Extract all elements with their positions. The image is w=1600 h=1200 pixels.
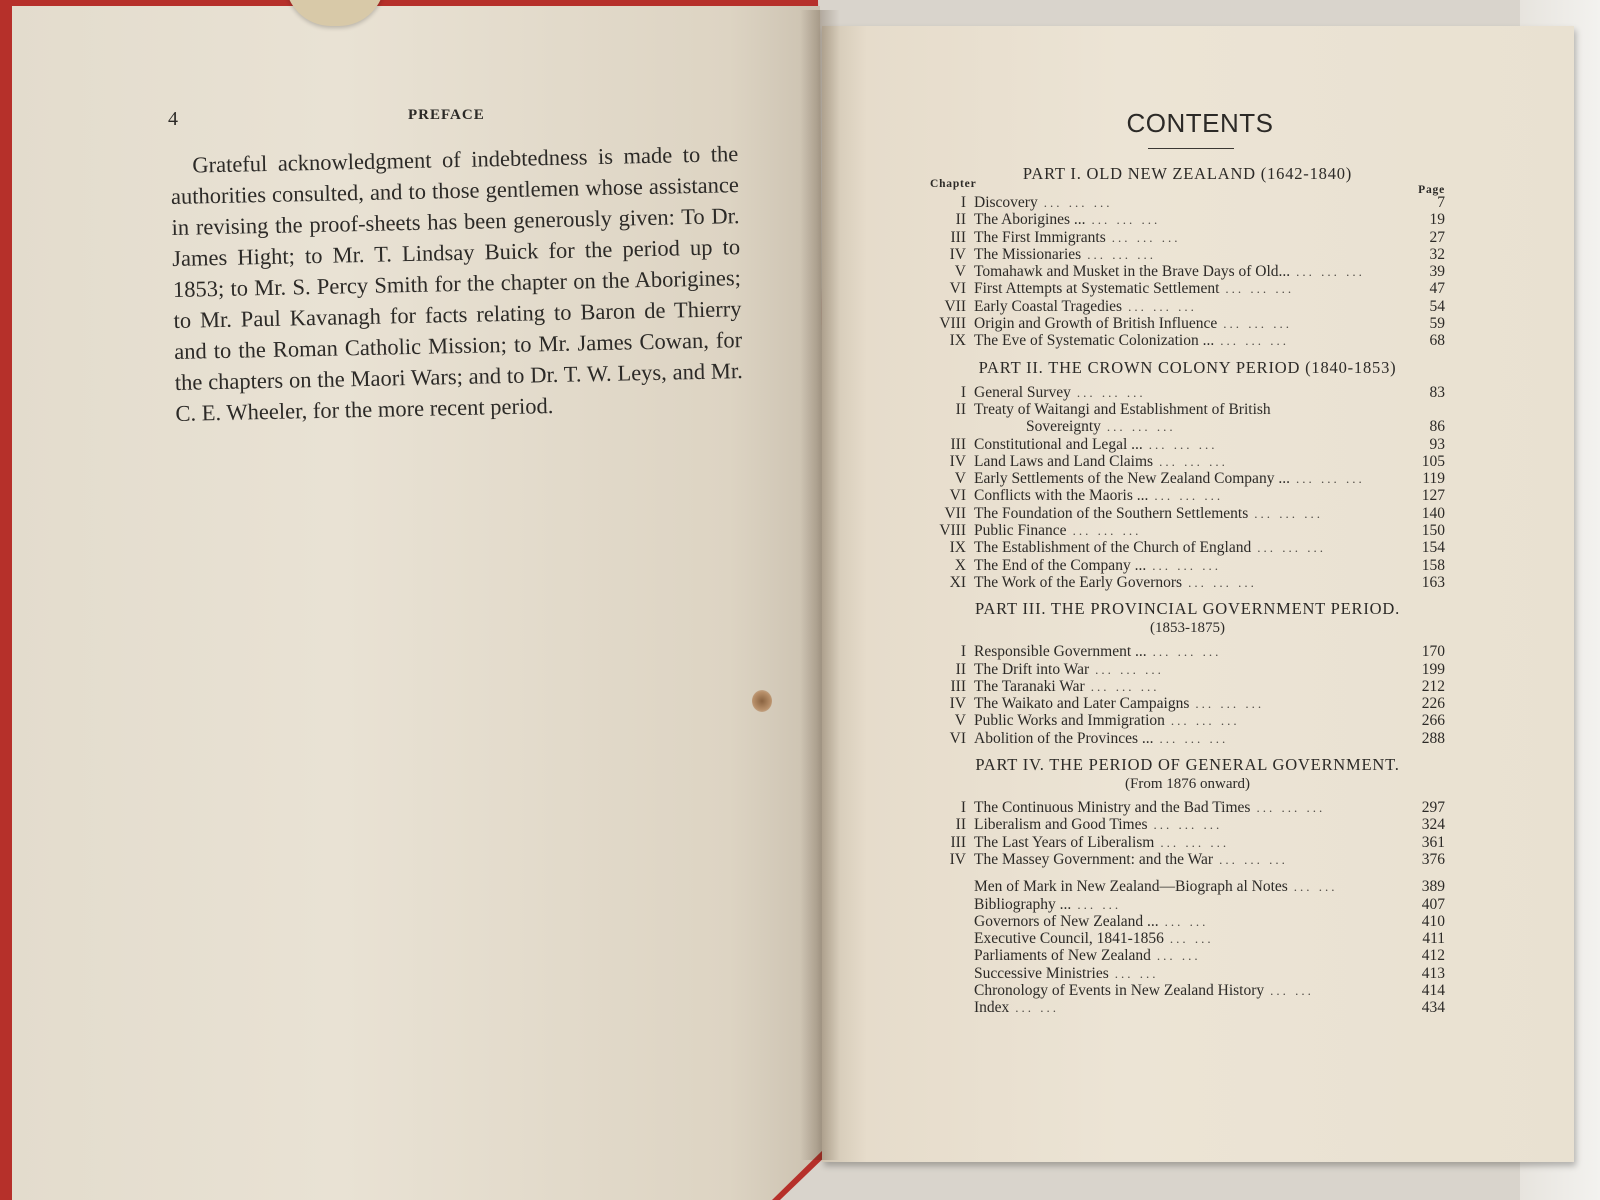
chapter-title: The Aborigines ... bbox=[974, 211, 1086, 229]
chapter-number: IV bbox=[949, 245, 966, 263]
page-ref: 27 bbox=[1429, 228, 1445, 246]
page-ref: 68 bbox=[1429, 332, 1445, 350]
dot-leader: ... ... ... bbox=[1295, 471, 1365, 487]
toc-entry bbox=[930, 816, 1445, 833]
page-ref: 389 bbox=[1421, 878, 1445, 896]
part-heading: PART I. OLD NEW ZEALAND (1642-1840) bbox=[1022, 164, 1353, 183]
chapter-title: Liberalism and Good Times bbox=[974, 816, 1148, 834]
page-ref: 414 bbox=[1421, 981, 1445, 999]
chapter-title: The Continuous Ministry and the Bad Times bbox=[974, 799, 1251, 817]
toc-entry bbox=[930, 453, 1445, 470]
chapter-title: Origin and Growth of British Influence bbox=[974, 315, 1218, 333]
dot-leader: ... ... ... bbox=[1257, 540, 1326, 556]
chapter-title: Land Laws and Land Claims bbox=[974, 452, 1154, 470]
chapter-number: IV bbox=[949, 695, 966, 713]
chapter-number: V bbox=[954, 712, 966, 730]
toc-entry bbox=[930, 695, 1445, 712]
toc-entry bbox=[930, 211, 1445, 228]
dot-leader: ... ... ... bbox=[1148, 436, 1218, 452]
appendix-title: Governors of New Zealand ... bbox=[974, 912, 1159, 930]
page-ref: 93 bbox=[1429, 435, 1445, 453]
dot-leader: ... ... ... bbox=[1090, 678, 1160, 694]
appendix-title: Parliaments of New Zealand bbox=[974, 947, 1151, 965]
toc-entry bbox=[930, 401, 1445, 418]
toc-entry bbox=[930, 557, 1445, 574]
chapter-title: The Drift into War bbox=[974, 660, 1090, 678]
chapter-number: VII bbox=[944, 297, 966, 315]
chapter-title: General Survey bbox=[974, 383, 1071, 401]
chapter-title: The Missionaries bbox=[974, 245, 1082, 263]
chapter-number: VI bbox=[949, 487, 966, 505]
dot-leader: ... ... ... bbox=[1154, 488, 1224, 504]
chapter-title: The Eve of Systematic Colonization ... bbox=[974, 332, 1215, 350]
dot-leader: ... ... ... bbox=[1256, 800, 1326, 816]
page-ref: 170 bbox=[1421, 643, 1445, 661]
chapter-number: III bbox=[950, 833, 966, 851]
chapter-number: I bbox=[960, 383, 966, 401]
table-of-contents bbox=[930, 164, 1445, 1017]
chapter-title: First Attempts at Systematic Settlement bbox=[974, 280, 1220, 298]
page-ref: 154 bbox=[1421, 539, 1445, 557]
dot-leader: ... ... ... bbox=[1076, 384, 1146, 400]
page-ref: 199 bbox=[1421, 660, 1445, 678]
dot-leader: ... ... ... bbox=[1223, 316, 1292, 332]
dot-leader: ... ... bbox=[1114, 965, 1159, 981]
page-ref: 288 bbox=[1421, 729, 1445, 747]
page-ref: 413 bbox=[1421, 964, 1445, 982]
chapter-number: XI bbox=[949, 573, 966, 591]
chapter-title: The Establishment of the Church of England bbox=[974, 539, 1252, 557]
chapter-title: The Waikato and Later Campaigns bbox=[974, 695, 1190, 713]
chapter-number: II bbox=[955, 211, 966, 229]
appendix-entry bbox=[930, 999, 1445, 1016]
dot-leader: ... ... ... bbox=[1296, 264, 1365, 280]
page-ref: 150 bbox=[1421, 522, 1445, 540]
page-ref: 324 bbox=[1421, 816, 1445, 834]
chapter-title: The Massey Government: and the War bbox=[974, 850, 1214, 868]
toc-entry bbox=[930, 246, 1445, 263]
chapter-title: The Taranaki War bbox=[974, 677, 1085, 695]
appendix-entry bbox=[930, 947, 1445, 964]
dot-leader: ... ... ... bbox=[1160, 834, 1230, 850]
dot-leader: ... ... ... bbox=[1220, 333, 1289, 349]
preface-paragraph: Grateful acknowledgment of indebtedness is made to the authorities consulted, and to those gentlemen whose assistance in revising the proof-sheets has been generously given: To Dr. James Hight; to Mr. T. Lindsay Buick for the period up to 1853; to Mr. S. Percy Smith for the chapter on the Aborigines; to Mr. Paul Kavanagh for facts relating to Baron de Thierry and to the Roman Catholic Mission; to Mr. James Cowan, for the chapters on the Maori Wars; and to Dr. T. W. Leys, and Mr. C. E. Wheeler, for the more recent period. bbox=[170, 141, 744, 426]
appendix-entry bbox=[930, 982, 1445, 999]
chapter-title: Sovereignty bbox=[1026, 418, 1101, 436]
chapter-number: I bbox=[960, 643, 966, 661]
dot-leader: ... ... ... bbox=[1153, 817, 1223, 833]
chapter-title: Constitutional and Legal ... bbox=[974, 435, 1143, 453]
dot-leader: ... ... ... bbox=[1170, 713, 1240, 729]
toc-entry bbox=[930, 730, 1445, 747]
appendix-entry bbox=[930, 896, 1445, 913]
dot-leader: ... ... ... bbox=[1159, 453, 1228, 469]
part-heading: PART IV. THE PERIOD OF GENERAL GOVERNMENT. bbox=[975, 755, 1400, 775]
page-ref: 39 bbox=[1429, 263, 1445, 281]
chapter-title: The Foundation of the Southern Settlements bbox=[974, 504, 1249, 522]
running-head: PREFACE bbox=[408, 107, 485, 123]
page-ref: 7 bbox=[1437, 194, 1445, 211]
chapter-number: II bbox=[955, 816, 966, 834]
dot-leader: ... ... ... bbox=[1152, 557, 1221, 573]
dot-leader: ... ... ... bbox=[1152, 644, 1222, 660]
dot-leader: ... ... bbox=[1164, 913, 1209, 929]
toc-entry bbox=[930, 574, 1445, 591]
page-ref: 140 bbox=[1421, 504, 1445, 522]
dot-leader: ... ... ... bbox=[1087, 246, 1156, 262]
appendix-entry bbox=[930, 930, 1445, 947]
toc-entry bbox=[930, 470, 1445, 487]
dot-leader: ... ... ... bbox=[1072, 523, 1142, 539]
chapter-list bbox=[930, 194, 1445, 350]
page-column-label: Page bbox=[1418, 184, 1445, 196]
toc-entry bbox=[930, 661, 1445, 678]
page-ref: 410 bbox=[1421, 912, 1445, 930]
dot-leader: ... ... ... bbox=[1254, 505, 1323, 521]
page-ref: 361 bbox=[1421, 833, 1445, 851]
dot-leader: ... ... ... bbox=[1225, 281, 1295, 297]
part-subheading: (1853-1875) bbox=[1150, 620, 1225, 637]
toc-entry bbox=[930, 505, 1445, 522]
chapter-title: Public Finance bbox=[974, 522, 1067, 540]
page-ref: 19 bbox=[1429, 211, 1445, 229]
page-ref: 407 bbox=[1421, 895, 1445, 913]
appendix-title: Index bbox=[974, 999, 1010, 1017]
page-ref: 376 bbox=[1421, 850, 1445, 868]
toc-entry bbox=[930, 834, 1445, 851]
page-ref: 411 bbox=[1422, 930, 1445, 948]
chapter-number: III bbox=[950, 677, 966, 695]
page-ref: 158 bbox=[1421, 556, 1445, 574]
toc-entry bbox=[930, 539, 1445, 556]
dot-leader: ... ... ... bbox=[1195, 696, 1265, 712]
chapter-number: V bbox=[954, 470, 966, 488]
page-ref: 47 bbox=[1429, 280, 1445, 298]
toc-entry bbox=[930, 263, 1445, 280]
toc-entry bbox=[930, 436, 1445, 453]
toc-entry bbox=[930, 194, 1445, 211]
paper-stain bbox=[752, 690, 772, 712]
page-ref: 297 bbox=[1421, 799, 1445, 817]
appendix-title: Successive Ministries bbox=[974, 964, 1109, 982]
toc-entry bbox=[930, 298, 1445, 315]
page-ref: 127 bbox=[1421, 487, 1445, 505]
page-ref: 212 bbox=[1421, 677, 1445, 695]
page-ref: 83 bbox=[1429, 383, 1445, 401]
chapter-number: IX bbox=[949, 539, 966, 557]
toc-entry bbox=[930, 851, 1445, 868]
page-ref: 226 bbox=[1421, 695, 1445, 713]
toc-entry bbox=[930, 229, 1445, 246]
chapter-number: VIII bbox=[939, 522, 966, 540]
toc-entry bbox=[930, 315, 1445, 332]
chapter-title: Treaty of Waitangi and Establishment of British bbox=[974, 400, 1271, 418]
appendix-entry bbox=[930, 965, 1445, 982]
appendix-list bbox=[930, 878, 1445, 1016]
book-gutter bbox=[800, 10, 840, 1160]
appendix-entry bbox=[930, 913, 1445, 930]
page-ref: 32 bbox=[1429, 245, 1445, 263]
dot-leader: ... ... ... bbox=[1106, 419, 1176, 435]
chapter-title: Early Coastal Tragedies bbox=[974, 297, 1123, 315]
part-subheading: (From 1876 onward) bbox=[1125, 776, 1250, 793]
appendix-title: Men of Mark in New Zealand—Biograph al Notes bbox=[974, 878, 1288, 896]
chapter-title: The Last Years of Liberalism bbox=[974, 833, 1155, 851]
appendix-title: Executive Council, 1841-1856 bbox=[974, 930, 1164, 948]
dot-leader: ... ... ... bbox=[1128, 298, 1197, 314]
dot-leader: ... ... bbox=[1293, 879, 1338, 895]
chapter-number: V bbox=[954, 263, 966, 281]
chapter-title: Tomahawk and Musket in the Brave Days of Old... bbox=[974, 263, 1291, 281]
chapter-title: Conflicts with the Maoris ... bbox=[974, 487, 1149, 505]
chapter-number: VIII bbox=[939, 315, 966, 333]
toc-entry bbox=[930, 799, 1445, 816]
dot-leader: ... ... ... bbox=[1159, 730, 1229, 746]
chapter-list bbox=[930, 384, 1445, 592]
chapter-number: III bbox=[950, 435, 966, 453]
chapter-title: Public Works and Immigration bbox=[974, 712, 1165, 730]
toc-entry bbox=[930, 384, 1445, 401]
chapter-column-label: Chapter bbox=[930, 178, 977, 190]
title-rule bbox=[1148, 148, 1234, 149]
chapter-number: IV bbox=[949, 850, 966, 868]
dot-leader: ... ... ... bbox=[1219, 851, 1288, 867]
page-ref: 119 bbox=[1422, 470, 1445, 488]
toc-entry bbox=[930, 418, 1445, 435]
toc-entry bbox=[930, 712, 1445, 729]
dot-leader: ... ... bbox=[1015, 1000, 1060, 1016]
chapter-number: IV bbox=[949, 452, 966, 470]
chapter-number: I bbox=[960, 194, 966, 211]
chapter-number: I bbox=[960, 799, 966, 817]
page-ref: 163 bbox=[1421, 573, 1445, 591]
chapter-title: The Work of the Early Governors bbox=[974, 573, 1183, 591]
chapter-title: The First Immigrants bbox=[974, 228, 1106, 246]
chapter-list bbox=[930, 799, 1445, 868]
dot-leader: ... ... bbox=[1270, 982, 1314, 998]
page-ref: 434 bbox=[1421, 999, 1445, 1017]
page-ref: 412 bbox=[1421, 947, 1445, 965]
chapter-number: VI bbox=[949, 280, 966, 298]
contents-title: CONTENTS bbox=[1126, 108, 1274, 138]
page-ref: 54 bbox=[1429, 297, 1445, 315]
chapter-number: II bbox=[955, 660, 966, 678]
chapter-title: Early Settlements of the New Zealand Company ... bbox=[974, 470, 1290, 488]
chapter-number: VII bbox=[944, 504, 966, 522]
dot-leader: ... ... ... bbox=[1091, 212, 1161, 228]
chapter-title: Discovery bbox=[974, 194, 1038, 211]
chapter-number: VI bbox=[949, 729, 966, 747]
chapter-number: X bbox=[954, 556, 966, 574]
toc-entry bbox=[930, 678, 1445, 695]
appendix-title: Chronology of Events in New Zealand History bbox=[974, 981, 1265, 999]
part-heading: PART II. THE CROWN COLONY PERIOD (1840-1853) bbox=[978, 357, 1397, 377]
page-ref: 266 bbox=[1421, 712, 1445, 730]
toc-entry bbox=[930, 332, 1445, 349]
chapter-list bbox=[930, 643, 1445, 747]
page-number: 4 bbox=[168, 108, 178, 130]
chapter-title: Abolition of the Provinces ... bbox=[974, 729, 1154, 747]
chapter-title: The End of the Company ... bbox=[974, 556, 1147, 574]
toc-entry bbox=[930, 522, 1445, 539]
dot-leader: ... ... ... bbox=[1188, 574, 1257, 590]
page-ref: 105 bbox=[1421, 452, 1445, 470]
dot-leader: ... ... bbox=[1156, 948, 1201, 964]
part-heading: PART III. THE PROVINCIAL GOVERNMENT PERIOD. bbox=[975, 599, 1400, 619]
page-ref: 86 bbox=[1429, 418, 1445, 436]
chapter-number: III bbox=[950, 228, 966, 246]
chapter-number: IX bbox=[949, 332, 966, 350]
page-ref: 59 bbox=[1429, 315, 1445, 333]
chapter-title: Responsible Government ... bbox=[974, 643, 1147, 661]
dot-leader: ... ... ... bbox=[1095, 661, 1164, 677]
dot-leader: ... ... bbox=[1077, 896, 1122, 912]
appendix-entry bbox=[930, 878, 1445, 895]
dot-leader: ... ... ... bbox=[1111, 229, 1181, 245]
appendix-title: Bibliography ... bbox=[974, 895, 1072, 913]
dot-leader: ... ... ... bbox=[1043, 195, 1113, 210]
toc-entry bbox=[930, 280, 1445, 297]
chapter-number: II bbox=[955, 400, 966, 418]
toc-entry bbox=[930, 487, 1445, 504]
dot-leader: ... ... bbox=[1169, 931, 1214, 947]
toc-entry bbox=[930, 643, 1445, 660]
